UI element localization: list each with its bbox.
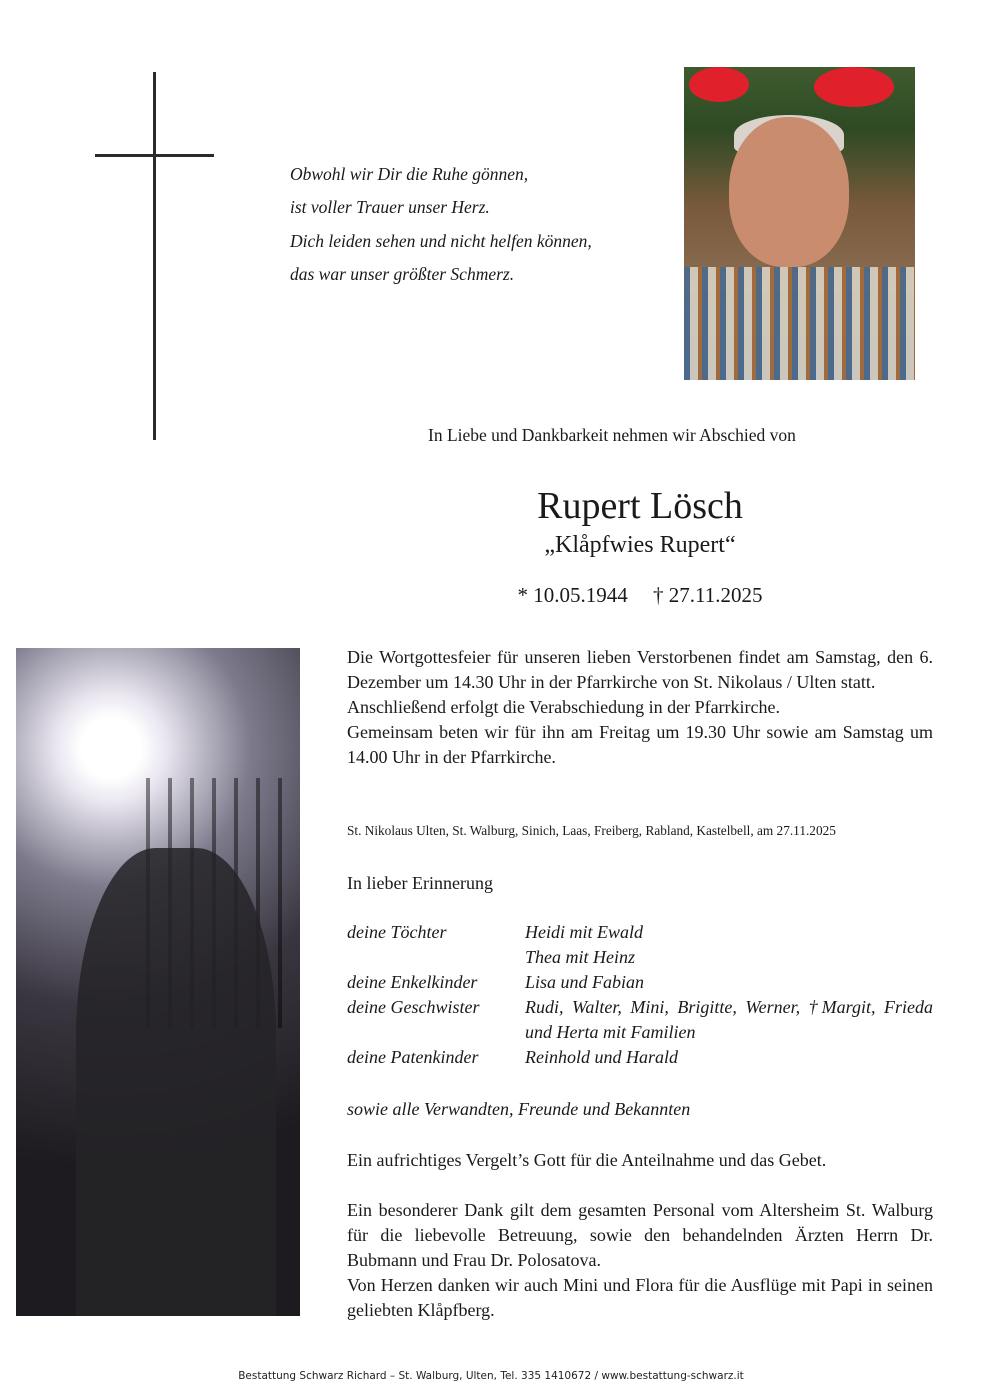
- places-date: St. Nikolaus Ulten, St. Walburg, Sinich, Laas, Freiberg, Rabland, Kastelbell, am 27.11.2025: [347, 823, 836, 838]
- family-row: Thea mit Heinz: [525, 947, 635, 967]
- special-thanks-paragraph: Ein besonderer Dank gilt dem gesamten Personal vom Altersheim St. Walburg für die liebevolle Betreuung, sowie den behandelnden Ärzten Herrn Dr. Bubmann und Frau Dr. Polosatova.: [347, 1200, 933, 1270]
- deceased-name: Rupert Lösch: [537, 485, 743, 527]
- intro-text: In Liebe und Dankbarkeit nehmen wir Abschied von: [428, 425, 796, 445]
- cross-icon-bar: [95, 154, 214, 157]
- family-list: [347, 920, 933, 1070]
- portrait-photo: [684, 67, 915, 380]
- cross-icon: [153, 72, 156, 440]
- thanks-text: Ein aufrichtiges Vergelt’s Gott für die Anteilnahme und das Gebet.: [347, 1150, 827, 1170]
- poem: [290, 158, 592, 291]
- family-row: deine Patenkinder Reinhold und Harald: [347, 1047, 678, 1067]
- poem-line: Obwohl wir Dir die Ruhe gönnen,: [290, 164, 529, 184]
- memory-heading: In lieber Erinnerung: [347, 873, 493, 893]
- family-row: deine Geschwister Rudi, Walter, Mini, Brigitte, Werner, †Margit, Frieda und Herta mit Familien: [347, 997, 933, 1042]
- poem-line: Dich leiden sehen und nicht helfen können,: [290, 230, 592, 251]
- family-row: deine Töchter Heidi mit Ewald: [347, 922, 643, 942]
- birth-date: * 10.05.1944: [517, 583, 628, 607]
- poem-line: das war unser größter Schmerz.: [290, 263, 515, 284]
- relatives-text: sowie alle Verwandten, Freunde und Bekannten: [347, 1099, 691, 1119]
- service-info: [347, 645, 933, 770]
- service-paragraph: Gemeinsam beten wir für ihn am Freitag um 19.30 Uhr sowie am Samstag um 14.00 Uhr in der Pfarrkirche.: [347, 722, 933, 767]
- footer-undertaker: Bestattung Schwarz Richard – St. Walburg, Ulten, Tel. 335 1410672 / www.bestattung-schwarz.it: [238, 1370, 744, 1382]
- life-dates: [440, 583, 840, 608]
- sunlight-photo: [16, 648, 300, 1316]
- service-paragraph: Die Wortgottesfeier für unseren lieben Verstorbenen findet am Samstag, den 6. Dezember um 14.30 Uhr in der Pfarrkirche von St. Nikolaus / Ulten statt.: [347, 647, 933, 692]
- poem-line: ist voller Trauer unser Herz.: [290, 197, 490, 218]
- special-thanks: [347, 1198, 933, 1323]
- death-date: † 27.11.2025: [653, 583, 763, 607]
- family-row: deine Enkelkinder Lisa und Fabian: [347, 972, 645, 992]
- special-thanks-paragraph: Von Herzen danken wir auch Mini und Flora für die Ausflüge mit Papi in seinen geliebten Klåpfberg.: [347, 1275, 933, 1320]
- nickname: „Klåpfwies Rupert“: [544, 532, 736, 558]
- service-paragraph: Anschließend erfolgt die Verabschiedung in der Pfarrkirche.: [347, 697, 781, 717]
